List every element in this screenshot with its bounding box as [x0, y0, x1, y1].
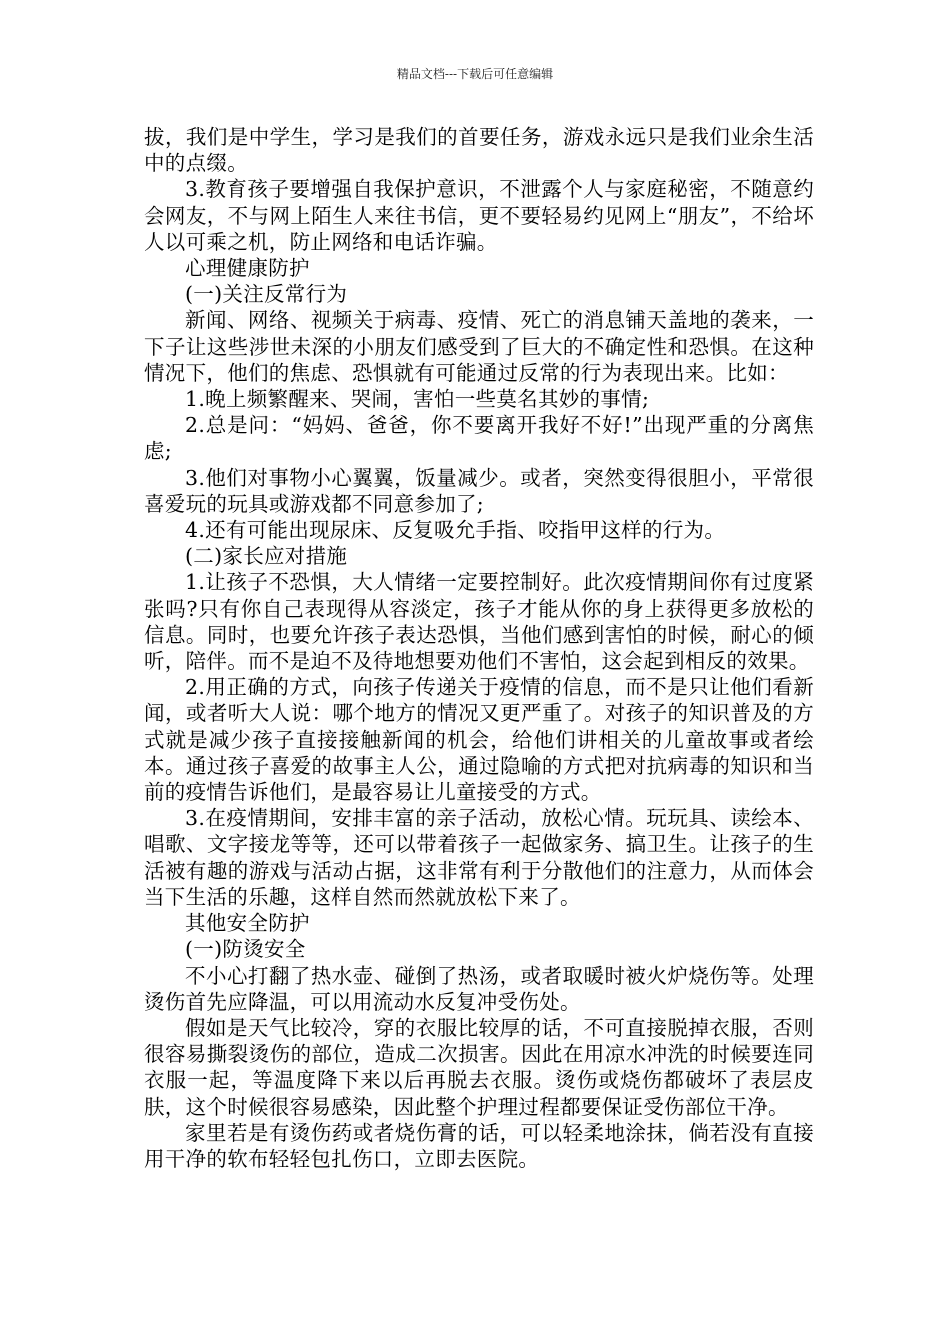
paragraph: 拔，我们是中学生，学习是我们的首要任务，游戏永远只是我们业余生活中的点缀。	[144, 125, 814, 176]
paragraph: 3.教育孩子要增强自我保护意识，不泄露个人与家庭秘密，不随意约会网友，不与网上陌生人来往书信，更不要轻易约见网上“朋友”，不给坏人以可乘之机，防止网络和电话诈骗。	[144, 177, 814, 254]
paragraph: 家里若是有烫伤药或者烧伤膏的话，可以轻柔地涂抹，倘若没有直接用干净的软布轻轻包扎伤口，立即去医院。	[144, 1120, 814, 1171]
subsection-heading: (二)家长应对措施	[185, 544, 348, 569]
document-body	[144, 124, 814, 1172]
subsection-heading: (一)关注反常行为	[185, 282, 348, 307]
paragraph: 不小心打翻了热水壶、碰倒了热汤，或者取暖时被火炉烧伤等。处理烫伤首先应降温，可以用流动水反复冲受伤处。	[144, 963, 814, 1014]
list-item: 2.用正确的方式，向孩子传递关于疫情的信息，而不是只让他们看新闻，或者听大人说：哪个地方的情况又更严重了。对孩子的知识普及的方式就是减少孩子直接接触新闻的机会，给他们讲相关的儿童故事或者绘本。通过孩子喜爱的故事主人公，通过隐喻的方式把对抗病毒的知识和当前的疫情告诉他们，是最容易让儿童接受的方式。	[144, 675, 814, 805]
subsection-heading: (一)防烫安全	[185, 937, 306, 962]
list-item: 2.总是问：“妈妈、爸爸，你不要离开我好不好!”出现严重的分离焦虑;	[144, 413, 814, 464]
section-heading: 心理健康防护	[185, 256, 310, 281]
paragraph: 新闻、网络、视频关于病毒、疫情、死亡的消息铺天盖地的袭来，一下子让这些涉世未深的小朋友们感受到了巨大的不确定性和恐惧。在这种情况下，他们的焦虑、恐惧就有可能通过反常的行为表现出来。比如：	[144, 308, 814, 385]
page-header: 精品文档---下载后可任意编辑	[396, 67, 554, 81]
list-item: 4.还有可能出现尿床、反复吸允手指、咬指甲这样的行为。	[185, 518, 726, 543]
paragraph: 假如是天气比较冷，穿的衣服比较厚的话，不可直接脱掉衣服，否则很容易撕裂烫伤的部位，造成二次损害。因此在用凉水冲洗的时候要连同衣服一起，等温度降下来以后再脱去衣服。烫伤或烧伤都破坏了表层皮肤，这个时候很容易感染，因此整个护理过程都要保证受伤部位干净。	[144, 1015, 814, 1119]
section-heading: 其他安全防护	[185, 911, 310, 936]
list-item: 1.晚上频繁醒来、哭闹，害怕一些莫名其妙的事情;	[185, 387, 650, 412]
list-item: 1.让孩子不恐惧，大人情绪一定要控制好。此次疫情期间你有过度紧张吗?只有你自己表现得从容淡定，孩子才能从你的身上获得更多放松的信息。同时，也要允许孩子表达恐惧，当他们感到害怕的时候，耐心的倾听，陪伴。而不是迫不及待地想要劝他们不害怕，这会起到相反的效果。	[144, 570, 814, 674]
list-item: 3.在疫情期间，安排丰富的亲子活动，放松心情。玩玩具、读绘本、唱歌、文字接龙等等，还可以带着孩子一起做家务、搞卫生。让孩子的生活被有趣的游戏与活动占据，这非常有利于分散他们的注意力，从而体会当下生活的乐趣，这样自然而然就放松下来了。	[144, 806, 814, 909]
list-item: 3.他们对事物小心翼翼，饭量减少。或者，突然变得很胆小，平常很喜爱玩的玩具或游戏都不同意参加了;	[144, 465, 814, 516]
